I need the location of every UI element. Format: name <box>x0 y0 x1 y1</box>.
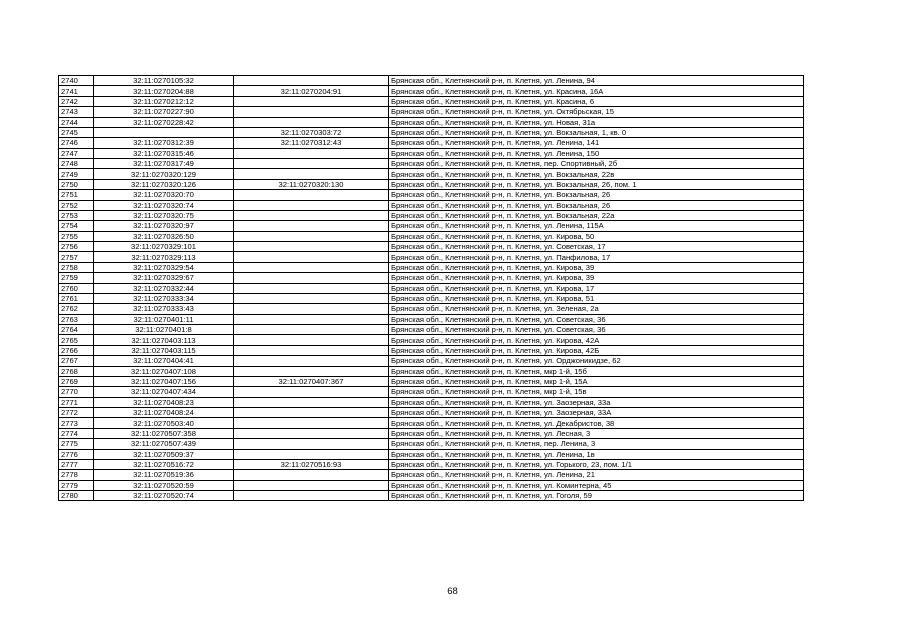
table-row <box>59 190 804 200</box>
table-row <box>59 408 804 418</box>
related-number-cell <box>234 345 389 355</box>
related-number-cell <box>234 76 389 86</box>
cadastral-number-cell: 32:11:0270320:97 <box>94 221 234 231</box>
address-cell: Брянская обл., Клетнянский р-н, п. Клетня, ул. Кирова, 39 <box>389 262 804 272</box>
related-number-cell <box>234 221 389 231</box>
address-cell: Брянская обл., Клетнянский р-н, п. Клетня, пер. Спортивный, 2б <box>389 159 804 169</box>
related-number-cell <box>234 387 389 397</box>
cadastral-number-cell: 32:11:0270332:44 <box>94 283 234 293</box>
table-row <box>59 325 804 335</box>
table-row <box>59 418 804 428</box>
cadastral-number-cell: 32:11:0270519:36 <box>94 470 234 480</box>
table-row <box>59 242 804 252</box>
row-number-cell: 2751 <box>59 190 94 200</box>
related-number-cell <box>234 262 389 272</box>
table-row <box>59 148 804 158</box>
related-number-cell <box>234 148 389 158</box>
row-number-cell: 2769 <box>59 376 94 386</box>
cadastral-number-cell: 32:11:0270320:75 <box>94 210 234 220</box>
table-row <box>59 200 804 210</box>
address-cell: Брянская обл., Клетнянский р-н, п. Клетня, ул. Лесная, 3 <box>389 428 804 438</box>
address-cell: Брянская обл., Клетнянский р-н, п. Клетня, ул. Кирова, 50 <box>389 231 804 241</box>
cadastral-number-cell: 32:11:0270329:101 <box>94 242 234 252</box>
cadastral-number-cell: 32:11:0270212:12 <box>94 96 234 106</box>
cadastral-table <box>58 75 804 501</box>
address-cell: Брянская обл., Клетнянский р-н, п. Клетня, ул. Новая, 31а <box>389 117 804 127</box>
address-cell: Брянская обл., Клетнянский р-н, п. Клетня, ул. Орджоникидзе, 62 <box>389 356 804 366</box>
row-number-cell: 2748 <box>59 159 94 169</box>
related-number-cell <box>234 408 389 418</box>
cadastral-number-cell: 32:11:0270204:88 <box>94 86 234 96</box>
row-number-cell: 2780 <box>59 491 94 501</box>
row-number-cell: 2743 <box>59 107 94 117</box>
address-cell: Брянская обл., Клетнянский р-н, п. Клетня, ул. Гоголя, 59 <box>389 491 804 501</box>
cadastral-number-cell: 32:11:0270228:42 <box>94 117 234 127</box>
row-number-cell: 2760 <box>59 283 94 293</box>
cadastral-number-cell: 32:11:0270403:115 <box>94 345 234 355</box>
cadastral-number-cell: 32:11:0270320:126 <box>94 179 234 189</box>
table-row <box>59 345 804 355</box>
address-cell: Брянская обл., Клетнянский р-н, п. Клетня, ул. Советская, 36 <box>389 325 804 335</box>
table-row <box>59 117 804 127</box>
address-cell: Брянская обл., Клетнянский р-н, п. Клетня, ул. Кирова, 39 <box>389 273 804 283</box>
cadastral-number-cell: 32:11:0270403:113 <box>94 335 234 345</box>
related-number-cell <box>234 242 389 252</box>
related-number-cell <box>234 480 389 490</box>
address-cell: Брянская обл., Клетнянский р-н, п. Клетня, ул. Вокзальная, 22а <box>389 210 804 220</box>
table-body <box>59 76 804 501</box>
table-row <box>59 86 804 96</box>
related-number-cell <box>234 325 389 335</box>
table-row <box>59 262 804 272</box>
address-cell: Брянская обл., Клетнянский р-н, п. Клетня, ул. Кирова, 42А <box>389 335 804 345</box>
address-cell: Брянская обл., Клетнянский р-н, п. Клетня, ул. Кирова, 42Б <box>389 345 804 355</box>
address-cell: Брянская обл., Клетнянский р-н, п. Клетня, ул. Советская, 17 <box>389 242 804 252</box>
table-row <box>59 335 804 345</box>
related-number-cell <box>234 418 389 428</box>
table-row <box>59 96 804 106</box>
table-row <box>59 283 804 293</box>
related-number-cell <box>234 293 389 303</box>
row-number-cell: 2741 <box>59 86 94 96</box>
related-number-cell <box>234 356 389 366</box>
cadastral-number-cell: 32:11:0270329:113 <box>94 252 234 262</box>
row-number-cell: 2756 <box>59 242 94 252</box>
row-number-cell: 2771 <box>59 397 94 407</box>
address-cell: Брянская обл., Клетнянский р-н, п. Клетня, ул. Декабристов, 38 <box>389 418 804 428</box>
related-number-cell <box>234 117 389 127</box>
address-cell: Брянская обл., Клетнянский р-н, п. Клетня, пер. Ленина, 3 <box>389 439 804 449</box>
related-number-cell: 32:11:0270312:43 <box>234 138 389 148</box>
row-number-cell: 2763 <box>59 314 94 324</box>
related-number-cell <box>234 107 389 117</box>
row-number-cell: 2766 <box>59 345 94 355</box>
row-number-cell: 2759 <box>59 273 94 283</box>
table-row <box>59 221 804 231</box>
address-cell: Брянская обл., Клетнянский р-н, п. Клетня, ул. Панфилова, 17 <box>389 252 804 262</box>
related-number-cell <box>234 335 389 345</box>
cadastral-number-cell: 32:11:0270503:40 <box>94 418 234 428</box>
row-number-cell: 2747 <box>59 148 94 158</box>
related-number-cell <box>234 491 389 501</box>
address-cell: Брянская обл., Клетнянский р-н, п. Клетня, ул. Октябрьская, 15 <box>389 107 804 117</box>
row-number-cell: 2758 <box>59 262 94 272</box>
address-cell: Брянская обл., Клетнянский р-н, п. Клетня, ул. Ленина, 141 <box>389 138 804 148</box>
cadastral-number-cell: 32:11:0270333:43 <box>94 304 234 314</box>
row-number-cell: 2767 <box>59 356 94 366</box>
address-cell: Брянская обл., Клетнянский р-н, п. Клетня, мкр 1-й, 15в <box>389 387 804 397</box>
cadastral-number-cell: 32:11:0270320:70 <box>94 190 234 200</box>
related-number-cell <box>234 314 389 324</box>
cadastral-number-cell: 32:11:0270317:49 <box>94 159 234 169</box>
cadastral-number-cell: 32:11:0270408:24 <box>94 408 234 418</box>
address-cell: Брянская обл., Клетнянский р-н, п. Клетня, ул. Вокзальная, 26 <box>389 200 804 210</box>
cadastral-number-cell <box>94 127 234 137</box>
row-number-cell: 2753 <box>59 210 94 220</box>
row-number-cell: 2770 <box>59 387 94 397</box>
table-row <box>59 449 804 459</box>
cadastral-number-cell: 32:11:0270320:74 <box>94 200 234 210</box>
cadastral-number-cell: 32:11:0270520:59 <box>94 480 234 490</box>
related-number-cell <box>234 449 389 459</box>
row-number-cell: 2773 <box>59 418 94 428</box>
address-cell: Брянская обл., Клетнянский р-н, п. Клетня, ул. Красина, 16А <box>389 86 804 96</box>
table-row <box>59 397 804 407</box>
row-number-cell: 2752 <box>59 200 94 210</box>
related-number-cell <box>234 159 389 169</box>
row-number-cell: 2745 <box>59 127 94 137</box>
cadastral-number-cell: 32:11:0270329:54 <box>94 262 234 272</box>
cadastral-number-cell: 32:11:0270507:439 <box>94 439 234 449</box>
row-number-cell: 2776 <box>59 449 94 459</box>
row-number-cell: 2775 <box>59 439 94 449</box>
table-row <box>59 356 804 366</box>
row-number-cell: 2772 <box>59 408 94 418</box>
row-number-cell: 2768 <box>59 366 94 376</box>
related-number-cell <box>234 210 389 220</box>
address-cell: Брянская обл., Клетнянский р-н, п. Клетня, ул. Ленина, 1в <box>389 449 804 459</box>
address-cell: Брянская обл., Клетнянский р-н, п. Клетня, ул. Вокзальная, 22в <box>389 169 804 179</box>
row-number-cell: 2755 <box>59 231 94 241</box>
address-cell: Брянская обл., Клетнянский р-н, п. Клетня, ул. Вокзальная, 26 <box>389 190 804 200</box>
table-row <box>59 470 804 480</box>
cadastral-number-cell: 32:11:0270407:434 <box>94 387 234 397</box>
row-number-cell: 2774 <box>59 428 94 438</box>
related-number-cell <box>234 252 389 262</box>
table-row <box>59 127 804 137</box>
row-number-cell: 2746 <box>59 138 94 148</box>
table-row <box>59 387 804 397</box>
related-number-cell <box>234 283 389 293</box>
table-row <box>59 159 804 169</box>
table-row <box>59 179 804 189</box>
cadastral-number-cell: 32:11:0270320:129 <box>94 169 234 179</box>
related-number-cell: 32:11:0270407:367 <box>234 376 389 386</box>
cadastral-number-cell: 32:11:0270315:46 <box>94 148 234 158</box>
row-number-cell: 2762 <box>59 304 94 314</box>
cadastral-number-cell: 32:11:0270329:67 <box>94 273 234 283</box>
cadastral-number-cell: 32:11:0270312:39 <box>94 138 234 148</box>
table-row <box>59 491 804 501</box>
address-cell: Брянская обл., Клетнянский р-н, п. Клетня, ул. Вокзальная, 26, пом. 1 <box>389 179 804 189</box>
cadastral-number-cell: 32:11:0270407:156 <box>94 376 234 386</box>
address-cell: Брянская обл., Клетнянский р-н, п. Клетня, ул. Ленина, 150 <box>389 148 804 158</box>
table-row <box>59 480 804 490</box>
address-cell: Брянская обл., Клетнянский р-н, п. Клетня, ул. Заозерная, 33А <box>389 408 804 418</box>
address-cell: Брянская обл., Клетнянский р-н, п. Клетня, ул. Красина, 6 <box>389 96 804 106</box>
row-number-cell: 2764 <box>59 325 94 335</box>
cadastral-number-cell: 32:11:0270105:32 <box>94 76 234 86</box>
table-row <box>59 459 804 469</box>
related-number-cell: 32:11:0270204:91 <box>234 86 389 96</box>
address-cell: Брянская обл., Клетнянский р-н, п. Клетня, ул. Коминтерна, 45 <box>389 480 804 490</box>
address-cell: Брянская обл., Клетнянский р-н, п. Клетня, ул. Горького, 23, пом. 1/1 <box>389 459 804 469</box>
table-row <box>59 169 804 179</box>
related-number-cell: 32:11:0270320:130 <box>234 179 389 189</box>
row-number-cell: 2761 <box>59 293 94 303</box>
address-cell: Брянская обл., Клетнянский р-н, п. Клетня, ул. Заозерная, 33а <box>389 397 804 407</box>
cadastral-number-cell: 32:11:0270326:50 <box>94 231 234 241</box>
address-cell: Брянская обл., Клетнянский р-н, п. Клетня, мкр 1-й, 15А <box>389 376 804 386</box>
related-number-cell: 32:11:0270303:72 <box>234 127 389 137</box>
row-number-cell: 2754 <box>59 221 94 231</box>
cadastral-number-cell: 32:11:0270507:358 <box>94 428 234 438</box>
row-number-cell: 2777 <box>59 459 94 469</box>
related-number-cell <box>234 366 389 376</box>
related-number-cell <box>234 470 389 480</box>
address-cell: Брянская обл., Клетнянский р-н, п. Клетня, ул. Кирова, 17 <box>389 283 804 293</box>
table-row <box>59 210 804 220</box>
cadastral-number-cell: 32:11:0270401:8 <box>94 325 234 335</box>
row-number-cell: 2742 <box>59 96 94 106</box>
table-row <box>59 231 804 241</box>
table-row <box>59 304 804 314</box>
cadastral-number-cell: 32:11:0270509:37 <box>94 449 234 459</box>
row-number-cell: 2765 <box>59 335 94 345</box>
related-number-cell <box>234 190 389 200</box>
related-number-cell <box>234 397 389 407</box>
row-number-cell: 2744 <box>59 117 94 127</box>
cadastral-number-cell: 32:11:0270520:74 <box>94 491 234 501</box>
related-number-cell <box>234 96 389 106</box>
address-cell: Брянская обл., Клетнянский р-н, п. Клетня, мкр 1-й, 15б <box>389 366 804 376</box>
related-number-cell <box>234 304 389 314</box>
table-row <box>59 428 804 438</box>
table-row <box>59 138 804 148</box>
cadastral-number-cell: 32:11:0270404:41 <box>94 356 234 366</box>
address-cell: Брянская обл., Клетнянский р-н, п. Клетня, ул. Ленина, 94 <box>389 76 804 86</box>
cadastral-number-cell: 32:11:0270227:90 <box>94 107 234 117</box>
cadastral-number-cell: 32:11:0270408:23 <box>94 397 234 407</box>
address-cell: Брянская обл., Клетнянский р-н, п. Клетня, ул. Советская, 36 <box>389 314 804 324</box>
table-row <box>59 439 804 449</box>
table-row <box>59 293 804 303</box>
page-number: 68 <box>447 586 458 597</box>
row-number-cell: 2778 <box>59 470 94 480</box>
row-number-cell: 2779 <box>59 480 94 490</box>
table-row <box>59 273 804 283</box>
cadastral-number-cell: 32:11:0270407:108 <box>94 366 234 376</box>
related-number-cell <box>234 428 389 438</box>
related-number-cell <box>234 273 389 283</box>
table-row <box>59 107 804 117</box>
address-cell: Брянская обл., Клетнянский р-н, п. Клетня, ул. Ленина, 21 <box>389 470 804 480</box>
table-row <box>59 252 804 262</box>
cadastral-number-cell: 32:11:0270516:72 <box>94 459 234 469</box>
row-number-cell: 2757 <box>59 252 94 262</box>
table-row <box>59 366 804 376</box>
related-number-cell <box>234 231 389 241</box>
row-number-cell: 2740 <box>59 76 94 86</box>
cadastral-number-cell: 32:11:0270333:34 <box>94 293 234 303</box>
row-number-cell: 2749 <box>59 169 94 179</box>
related-number-cell <box>234 200 389 210</box>
related-number-cell <box>234 169 389 179</box>
address-cell: Брянская обл., Клетнянский р-н, п. Клетня, ул. Ленина, 115А <box>389 221 804 231</box>
address-cell: Брянская обл., Клетнянский р-н, п. Клетня, ул. Вокзальная, 1, кв. 0 <box>389 127 804 137</box>
cadastral-number-cell: 32:11:0270401:11 <box>94 314 234 324</box>
related-number-cell <box>234 439 389 449</box>
row-number-cell: 2750 <box>59 179 94 189</box>
address-cell: Брянская обл., Клетнянский р-н, п. Клетня, ул. Зеленая, 2а <box>389 304 804 314</box>
table-row <box>59 314 804 324</box>
table-row <box>59 376 804 386</box>
address-cell: Брянская обл., Клетнянский р-н, п. Клетня, ул. Кирова, 51 <box>389 293 804 303</box>
related-number-cell: 32:11:0270516:93 <box>234 459 389 469</box>
table-row <box>59 76 804 86</box>
